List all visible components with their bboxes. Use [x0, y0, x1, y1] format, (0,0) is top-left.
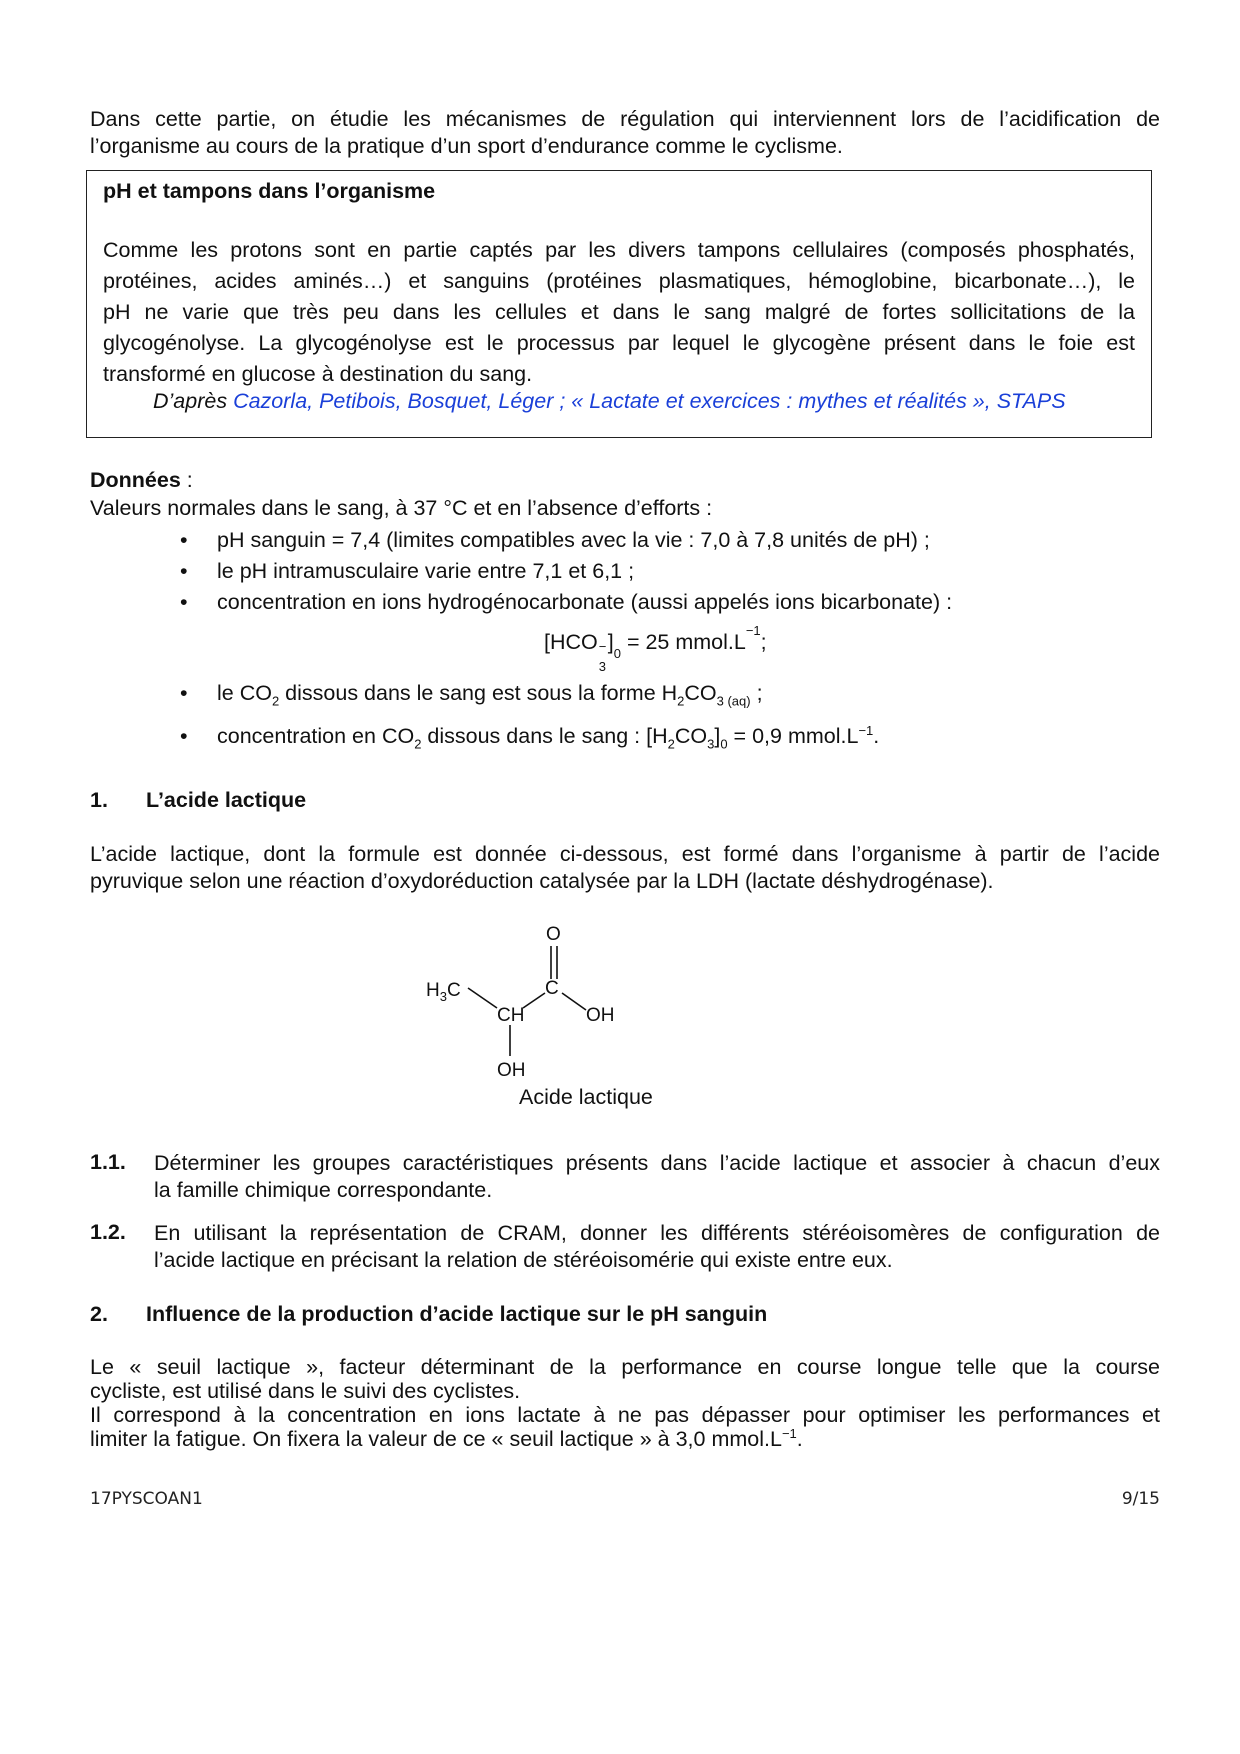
bullet-point: •: [180, 590, 188, 614]
section2-line: cycliste, est utilisé dans le suivi des cyclistes.: [90, 1379, 521, 1403]
document-page: [90, 0, 1160, 1754]
question-line: l’acide lactique en précisant la relation de stéréoisomérie qui existe entre eux.: [154, 1248, 893, 1272]
box-title: pH et tampons dans l’organisme: [103, 179, 436, 203]
bullet-co2-concentration: [217, 722, 880, 752]
info-box: [86, 170, 1152, 438]
atom-o-top: O: [546, 924, 561, 945]
box-line: protéines, acides aminés…) et sanguins (protéines plasmatiques, hémoglobine, bicarbonate…), le: [103, 269, 1135, 293]
section2-number: 2.: [90, 1302, 108, 1326]
question-1-2: [154, 1220, 1160, 1274]
box-line: pH ne varie que très peu dans les cellules et dans le sang malgré de fortes sollicitations de la: [103, 300, 1135, 324]
hco3-formula: [HCO − 3 ]$_0 = 25$ $mmol.L^{-1}$;: [544, 622, 767, 674]
text-part: dissous dans le sang : [H: [421, 724, 668, 748]
donnees-title: Données: [90, 468, 181, 492]
text-part: concentration en CO: [217, 724, 415, 748]
intro-line: l’organisme au cours de la pratique d’un sport d’endurance comme le cyclisme.: [90, 134, 843, 158]
text-sub: 0: [720, 736, 728, 752]
text-sub: 2: [667, 736, 675, 752]
intro-line: Dans cette partie, on étudie les mécanismes de régulation qui interviennent lors de l’acidification de: [90, 107, 1160, 131]
footer-page-number: 9/15: [1121, 1489, 1160, 1509]
atom-c-carboxyl: C: [545, 978, 559, 999]
text-part: ]: [714, 724, 721, 748]
question-line: Déterminer les groupes caractéristiques présents dans l’acide lactique et associer à chacun d’eux: [154, 1151, 1160, 1175]
bullet-hco3: concentration en ions hydrogénocarbonate (aussi appelés ions bicarbonate) :: [217, 590, 953, 614]
bullet-point: •: [180, 528, 188, 552]
bond-line: [562, 993, 586, 1010]
section2-line: [90, 1427, 1160, 1451]
section1-line: pyruvique selon une réaction d’oxydoréduction catalysée par la LDH (lactate déshydrogénase).: [90, 869, 994, 893]
text-part: .: [873, 724, 880, 748]
text-sub: 3: [707, 736, 715, 752]
question-line: En utilisant la représentation de CRAM, donner les différents stéréoisomères de configuration de: [154, 1221, 1160, 1245]
text-part: CO: [674, 724, 708, 748]
question-1-1: [154, 1150, 1160, 1204]
intro-paragraph: [90, 106, 1160, 160]
atom-ch: CH: [497, 1005, 525, 1026]
box-line: Comme les protons sont en partie captés par les divers tampons cellulaires (composés phosphatés,: [103, 238, 1135, 262]
text-part: ;: [750, 681, 763, 705]
question-number: 1.2.: [90, 1220, 126, 1244]
section2-paragraph: [90, 1355, 1160, 1451]
text-sub: 2: [414, 736, 422, 752]
section1-line: L’acide lactique, dont la formule est donnée ci-dessous, est formé dans l’organisme à partir de l’acide: [90, 842, 1160, 866]
footer-code: 17PYSCOAN1: [90, 1489, 203, 1509]
question-number: 1.1.: [90, 1150, 126, 1174]
donnees-heading: [90, 468, 193, 493]
bullet-ph-sanguin: pH sanguin = 7,4 (limites compatibles avec la vie : 7,0 à 7,8 unités de pH) ;: [217, 528, 930, 552]
text-part: dissous dans le sang est sous la forme H: [279, 681, 678, 705]
box-line: transformé en glucose à destination du sang.: [103, 362, 533, 386]
text-sub: 2: [271, 693, 280, 709]
bullet-point: •: [180, 681, 188, 705]
formula-sub: 0: [613, 646, 621, 662]
box-line: glycogénolyse. La glycogénolyse est le processus par lequel le glycogène présent dans le foie est: [103, 331, 1135, 355]
bullet-ph-intramusculaire: le pH intramusculaire varie entre 7,1 et 6,1 ;: [217, 559, 635, 583]
atom-h3c: [426, 980, 461, 1004]
text-part: le CO: [217, 681, 272, 705]
donnees-subtitle: Valeurs normales dans le sang, à 37 °C et en l’absence d’efforts :: [90, 496, 713, 520]
section2-line: Il correspond à la concentration en ions lactate à ne pas dépasser pour optimiser les performances et: [90, 1403, 1160, 1427]
box-body: [103, 235, 1135, 390]
atom-h: H: [426, 980, 440, 1001]
bullet-point: •: [180, 559, 188, 583]
bullet-point: •: [180, 724, 188, 748]
atom-c: C: [446, 980, 461, 1001]
text-sub: 3 (aq): [716, 693, 751, 709]
bond-line: [523, 993, 545, 1008]
section1-number: 1.: [90, 788, 108, 812]
text-sup: −1: [858, 722, 874, 738]
citation-link[interactable]: Cazorla, Petibois, Bosquet, Léger ; « Lactate et exercices : mythes et réalités », STAPS: [233, 389, 1066, 413]
text-sup: −1: [781, 1425, 797, 1441]
question-line: la famille chimique correspondante.: [154, 1178, 493, 1202]
donnees-colon: :: [180, 468, 193, 492]
text-sub: 2: [677, 693, 685, 709]
formula-part: ;: [760, 630, 767, 654]
box-citation: [153, 389, 1066, 414]
text-part: .: [796, 1427, 803, 1451]
formula-part: [HCO: [544, 630, 598, 654]
bullet-co2-dissous: [217, 681, 763, 709]
atom-sub: 3: [439, 989, 447, 1004]
section1-paragraph: [90, 841, 1160, 895]
formula-part: ]: [607, 630, 614, 654]
citation-prefix: D’après: [153, 389, 234, 413]
atom-oh-bottom: OH: [497, 1060, 526, 1081]
section2-title: Influence de la production d’acide lactique sur le pH sanguin: [146, 1302, 768, 1326]
section1-title: L’acide lactique: [146, 788, 307, 812]
text-part: limiter la fatigue. On fixera la valeur de ce « seuil lactique » à 3,0 mmol.L: [90, 1427, 782, 1451]
text-part: CO: [684, 681, 717, 705]
bond-line: [468, 988, 497, 1008]
formula-value: = 25 mmol.L: [620, 630, 746, 654]
atom-oh-right: OH: [586, 1005, 615, 1026]
text-part: = 0,9 mmol.L: [727, 724, 859, 748]
formula-sup: −1: [745, 622, 761, 638]
section2-line: Le « seuil lactique », facteur déterminant de la performance en course longue telle que la course: [90, 1355, 1160, 1379]
molecule-caption: Acide lactique: [519, 1085, 653, 1109]
